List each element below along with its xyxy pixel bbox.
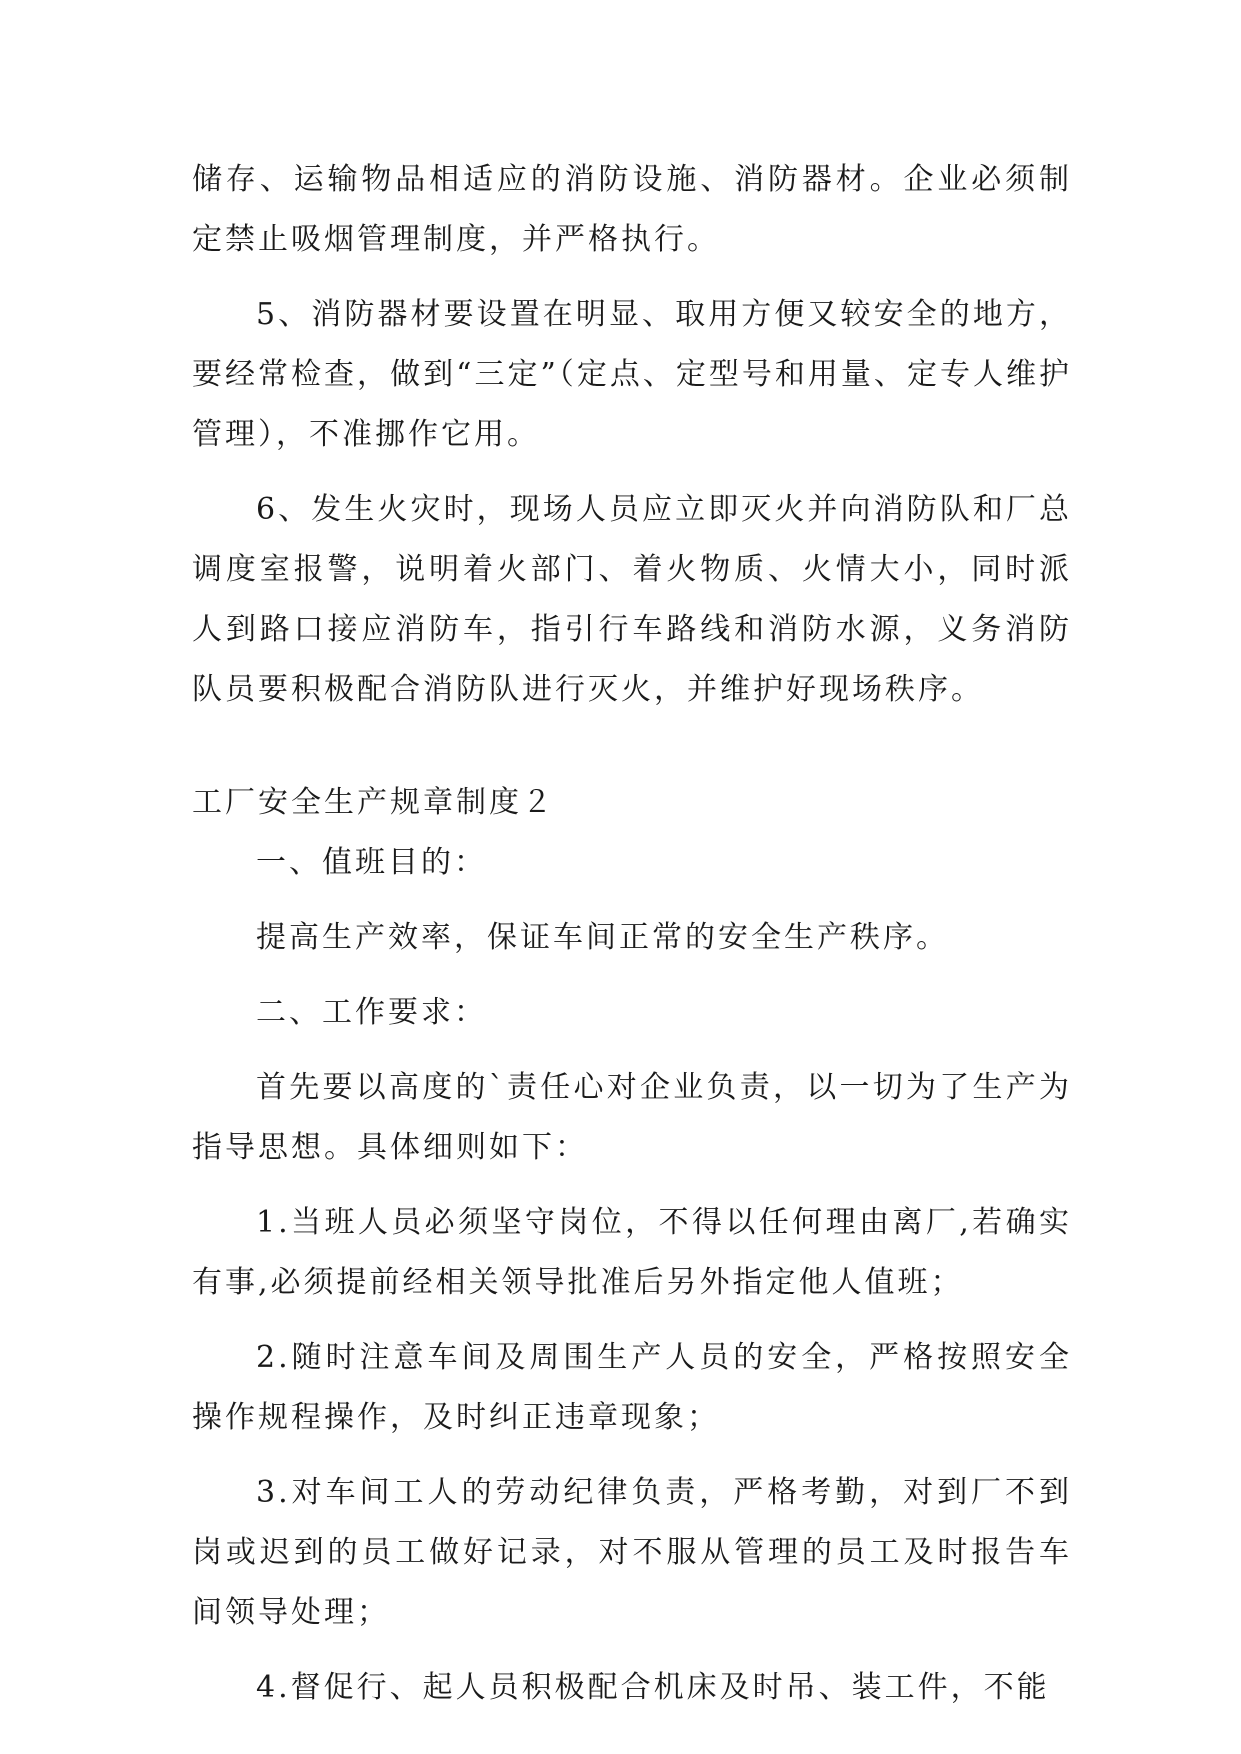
- paragraph-continuation: 储存、运输物品相适应的消防设施、消防器材。企业必须制定禁止吸烟管理制度，并严格执行。: [192, 162, 1072, 257]
- rule-item-1: 1.当班人员必须坚守岗位，不得以任何理由离厂,若确实有事,必须提前经相关领导批准后另外指定他人值班；: [192, 1205, 1072, 1300]
- paragraph-item-6: 6、发生火灾时，现场人员应立即灭火并向消防队和厂总调度室报警，说明着火部门、着火物质、火情大小，同时派人到路口接应消防车，指引行车路线和消防水源，义务消防队员要积极配合消防队进行灭火，并维护好现场秩序。: [192, 492, 1072, 707]
- heading-duty-purpose: 一、值班目的：: [256, 845, 487, 880]
- rule-item-3: 3.对车间工人的劳动纪律负责，严格考勤，对到厂不到岗或迟到的员工做好记录，对不服从管理的员工及时报告车间领导处理；: [192, 1475, 1072, 1630]
- heading-work-requirements: 二、工作要求：: [256, 995, 487, 1030]
- paragraph-purpose: 提高生产效率，保证车间正常的安全生产秩序。: [256, 920, 949, 955]
- rule-item-4: 4.督促行、起人员积极配合机床及时吊、装工件，不能: [256, 1670, 1050, 1705]
- paragraph-item-5: 5、消防器材要设置在明显、取用方便又较安全的地方，要经常检查，做到“三定”（定点、定型号和用量、定专人维护管理），不准挪作它用。: [192, 297, 1072, 452]
- section-title: 工厂安全生产规章制度２: [192, 785, 555, 820]
- paragraph-guiding-idea: 首先要以高度的`责任心对企业负责，以一切为了生产为指导思想。具体细则如下：: [192, 1070, 1072, 1165]
- rule-item-2: 2.随时注意车间及周围生产人员的安全，严格按照安全操作规程操作，及时纠正违章现象；: [192, 1340, 1072, 1435]
- document-body: [192, 150, 1072, 1733]
